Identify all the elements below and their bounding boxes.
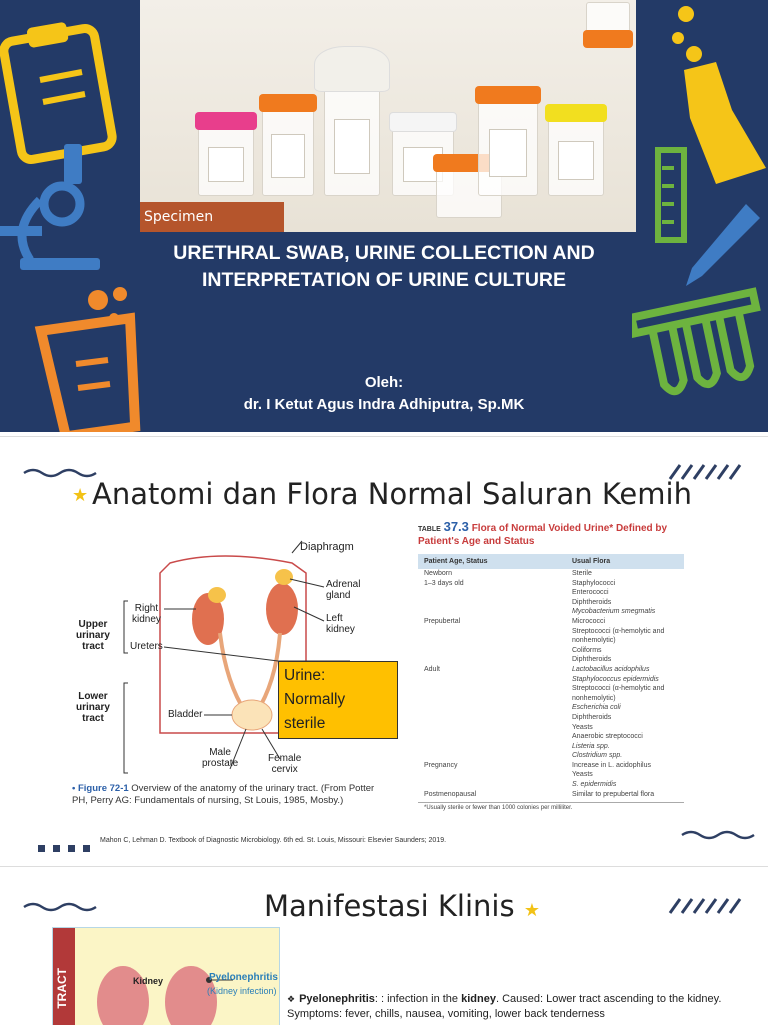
pyelonephritis-label: Pyelonephritis	[209, 972, 278, 983]
table-row	[418, 655, 684, 665]
bullet-icon: ❖	[287, 994, 296, 1004]
table-cell	[424, 694, 572, 704]
bubbles-icon	[76, 286, 146, 326]
table-row	[418, 617, 684, 627]
table-cell	[424, 646, 572, 656]
table-number: 37.3	[443, 519, 469, 534]
table-cell	[424, 723, 572, 733]
oleh-label: Oleh:	[364, 374, 404, 391]
square-dots-icon	[38, 839, 98, 857]
table-row	[418, 569, 684, 579]
table-cell	[424, 703, 572, 713]
table-cell: Pregnancy	[424, 761, 458, 769]
table-cell	[424, 627, 572, 637]
bullet-rest: . Caused: Lower tract ascending to the kidney. Symptoms: fever, chills, nausea, vomiting, lower back tenderness	[287, 993, 722, 1020]
flora-table	[418, 521, 684, 813]
table-row	[418, 627, 684, 637]
heading-text: Manifestasi Klinis	[264, 889, 515, 923]
table-body	[418, 569, 684, 799]
container-pink	[198, 126, 254, 196]
table-cell	[424, 655, 572, 665]
table-cell: Coliforms	[572, 646, 602, 654]
table-row	[418, 646, 684, 656]
label-diaphragm: Diaphragm	[300, 541, 354, 553]
table-row	[418, 790, 684, 800]
table-title	[418, 521, 684, 548]
table-cell	[424, 684, 572, 694]
table-cell: Similar to prepubertal flora	[572, 790, 655, 798]
author-name: dr. I Ketut Agus Indra Adhiputra, Sp.MK	[243, 396, 525, 413]
container-top-right	[586, 2, 630, 42]
figure-label: • Figure 72-1	[72, 783, 129, 794]
table-cell: Diphtheroids	[572, 598, 612, 606]
table-row	[418, 703, 684, 713]
label-lower-tract: Lower urinary tract	[76, 691, 110, 724]
label-left-kidney: Left kidney	[326, 613, 355, 635]
heading-text: Anatomi dan Flora Normal Saluran Kemih	[92, 477, 692, 511]
table-cell	[424, 636, 572, 646]
label-bladder: Bladder	[168, 709, 203, 720]
table-title-text: Flora of Normal Voided Urine* Defined by Patient's Age and Status	[418, 523, 668, 547]
table-cell: Anaerobic streptococci	[572, 733, 643, 741]
anatomy-slide	[0, 436, 768, 861]
stripes-icon	[668, 897, 748, 915]
table-cell: nonhemolytic)	[572, 637, 616, 645]
bullet-kidney: kidney	[461, 993, 496, 1005]
microscope-icon	[0, 140, 110, 290]
table-row	[418, 598, 684, 608]
table-cell: Clostridium spp.	[572, 752, 623, 760]
table-row	[418, 770, 684, 780]
label-ureters: Ureters	[130, 641, 163, 652]
tract-label: TRACT	[55, 968, 69, 1009]
table-cell: Lactobacillus acidophilus	[572, 665, 650, 673]
table-row	[418, 588, 684, 598]
wave-icon	[680, 829, 756, 841]
table-cell: nonhemolytic)	[572, 694, 616, 702]
table-cell	[424, 780, 572, 790]
container-yellow	[548, 118, 604, 196]
pyelonephritis-sub-label: (Kidney infection)	[207, 986, 277, 996]
presentation-title: URETHRAL SWAB, URINE COLLECTION AND INTERPRETATION OF URINE CULTURE	[173, 242, 595, 291]
table-row	[418, 713, 684, 723]
bullet-term: Pyelonephritis	[299, 993, 375, 1005]
reference-text: Mahon C, Lehman D. Textbook of Diagnostic Microbiology. 6th ed. St. Louis, Missouri: Elsevier Saunders; 2019.	[100, 837, 447, 844]
table-cell	[424, 598, 572, 608]
table-row	[418, 675, 684, 685]
table-cell: Newborn	[424, 570, 453, 577]
table-cell: Adult	[424, 665, 440, 673]
pyelonephritis-illustration	[52, 927, 280, 1025]
container-orange-1	[262, 108, 314, 196]
table-cell: Escherichia coli	[572, 704, 621, 712]
table-row	[418, 780, 684, 790]
table-cell	[424, 588, 572, 598]
bullet-sep: : : infection in the	[374, 993, 462, 1005]
table-row	[418, 751, 684, 761]
container-orange-3	[478, 100, 538, 196]
clinical-manifestation-slide	[0, 866, 768, 1025]
callout-text: Urine: Normally sterile	[284, 667, 346, 732]
slide-heading	[264, 889, 540, 923]
figure-caption-text: Overview of the anatomy of the urinary tract. (From Potter PH, Perry AG: Fundamentals of nursing, St Louis, 1985, Mosby.)	[72, 783, 375, 806]
table-cell: Listeria spp.	[572, 742, 610, 750]
pencil-icon	[680, 198, 768, 294]
table-header-cell: Usual Flora	[572, 558, 611, 565]
slide-heading	[72, 477, 692, 511]
table-header-cell: Patient Age, Status	[424, 558, 488, 565]
photo-caption: Specimen	[140, 202, 284, 232]
table-cell: Staphylococcus epidermidis	[572, 675, 659, 683]
table-footnote: *Usually sterile or fewer than 1000 colonies per milliliter.	[418, 802, 684, 813]
tract-sidebar	[53, 928, 75, 1025]
label-male-prostate: Male prostate	[202, 747, 239, 769]
table-cell	[424, 713, 572, 723]
table-cell	[424, 732, 572, 742]
table-cell	[424, 675, 572, 685]
label-right-kidney: Right kidney	[132, 603, 161, 625]
table-cell: S. epidermidis	[572, 781, 617, 789]
table-cell: 1–3 days old	[424, 579, 464, 587]
table-row	[418, 665, 684, 675]
table-cell	[424, 751, 572, 761]
specimen-containers-photo	[140, 0, 636, 232]
table-row	[418, 694, 684, 704]
table-cell: Diphtheroids	[572, 656, 612, 664]
title-slide	[0, 0, 768, 432]
table-row	[418, 684, 684, 694]
table-cell: Streptococci (α-hemolytic and	[572, 627, 665, 635]
table-cell: Diphtheroids	[572, 713, 612, 721]
table-cell: Yeasts	[572, 771, 593, 779]
label-upper-tract: Upper urinary tract	[76, 619, 110, 652]
star-icon: ★	[72, 485, 89, 506]
kidney-label: Kidney	[133, 976, 164, 986]
table-cell: Increase in L. acidophilus	[572, 761, 651, 769]
table-cell: Yeasts	[572, 723, 593, 731]
table-cell: Sterile	[572, 570, 592, 577]
table-cell: Postmenopausal	[424, 790, 477, 798]
label-female-cervix: Female cervix	[268, 753, 302, 775]
wave-icon	[22, 901, 98, 913]
pyelonephritis-bullet	[287, 992, 727, 1022]
table-row	[418, 579, 684, 589]
table-row	[418, 761, 684, 771]
urine-funnel	[324, 86, 380, 196]
table-cell: Streptococci (α-hemolytic and	[572, 685, 665, 693]
urinary-tract-illustration	[70, 533, 400, 783]
table-row	[418, 636, 684, 646]
table-cell: Staphylococci	[572, 579, 616, 587]
table-row	[418, 742, 684, 752]
table-tag: TABLE	[418, 526, 441, 533]
table-cell: Mycobacterium smegmatis	[572, 608, 656, 616]
urine-normally-sterile-callout	[278, 661, 398, 739]
table-cell	[424, 742, 572, 752]
table-cell: Micrococci	[572, 617, 606, 625]
table-cell: Prepubertal	[424, 617, 461, 625]
table-cell: Enterococci	[572, 589, 609, 597]
figure-caption	[72, 783, 392, 807]
label-adrenal-gland: Adrenal gland	[326, 579, 361, 601]
table-cell	[424, 607, 572, 617]
table-row	[418, 732, 684, 742]
star-icon: ★	[523, 900, 540, 921]
wave-icon	[22, 467, 98, 479]
table-header	[418, 554, 684, 569]
table-row	[418, 723, 684, 733]
table-row	[418, 607, 684, 617]
table-cell	[424, 770, 572, 780]
